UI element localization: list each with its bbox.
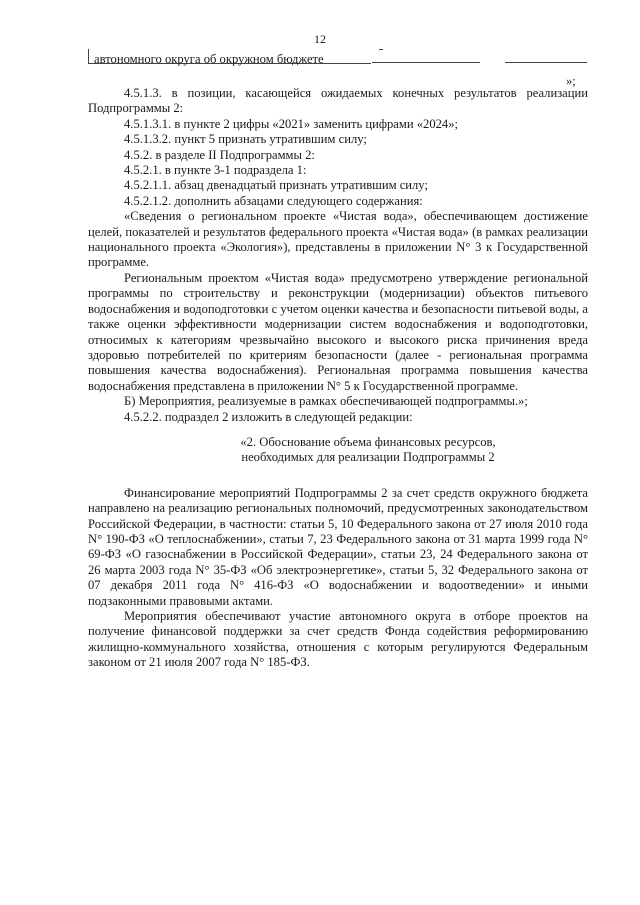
paragraph: Мероприятия обеспечивают участие автономного округа в отборе проектов на получение финансовой поддержки за счет средств Фонда содействия реформированию жилищно-коммунального хозяйства, отношения с которым регулируются Федеральным законом от 21 июля 2007 года N° 185-ФЗ. [88,609,588,670]
document-body [88,86,588,671]
header-text: автономного округа об окружном бюджете [94,52,324,66]
section-title: необходимых для реализации Подпрограммы 2 [241,450,495,465]
header-dash [379,49,383,50]
paragraph: Б) Мероприятия, реализуемые в рамках обеспечивающей подпрограммы.»; [124,394,528,409]
header-underline [372,62,480,63]
paragraph: 4.5.1.3. в позиции, касающейся ожидаемых конечных результатов реализации Подпрограммы 2: [88,86,588,116]
quote-close-mark: »; [566,74,576,88]
paragraph: 4.5.2.1.2. дополнить абзацами следующего содержания: [124,193,423,208]
paragraph: 4.5.2. в разделе II Подпрограммы 2: [124,147,315,162]
section-title: «2. Обоснование объема финансовых ресурсов, [240,434,496,449]
paragraph: 4.5.2.1. в пункте 3-1 подраздела 1: [124,163,307,178]
paragraph: Региональным проектом «Чистая вода» предусмотрено утверждение региональной программы по строительству и реконструкции (модернизации) объектов питьевого водоснабжения и водоподготовки с учетом оценки качества и безопасности питьевой воды, а также оценки эффективности модернизации систем водоснабжения и водоподготовки, относимых к категориям чрезвычайно высокого и высокого риска причинения вреда здоровью потребителей по критериям безопасности (далее - региональная программа повышения качества водоснабжения). Региональная программа повышения качества водоснабжения представлена в приложении N° 5 к Государственной программе. [88,270,588,393]
paragraph: 4.5.1.3.2. пункт 5 признать утратившим силу; [124,132,367,147]
paragraph: 4.5.2.2. подраздел 2 изложить в следующей редакции: [124,409,413,424]
paragraph: 4.5.1.3.1. в пункте 2 цифры «2021» заменить цифрами «2024»; [124,116,459,131]
page-number: 12 [314,32,326,46]
paragraph: «Сведения о региональном проекте «Чистая вода», обеспечивающем достижение целей, показателей и результатов федерального проекта «Чистая вода» (в рамках реализации национального проекта «Экология»), представлены в приложении N° 3 к Государственной программе. [88,209,588,270]
header-underline [505,62,587,63]
paragraph: 4.5.2.1.1. абзац двенадцатый признать утратившим силу; [124,178,428,193]
paragraph: Финансирование мероприятий Подпрограммы 2 за счет средств окружного бюджета направлено на реализацию региональных полномочий, предусмотренных законодательством Российской Федерации, в частности: статьи 5, 10 Федерального закона от 27 июля 2010 года N° 190-ФЗ «О теплоснабжении», статьи 7, 23 Федерального закона от 31 марта 1999 года N° 69-ФЗ «О газоснабжении в Российской Федерации», статьи 23, 24 Федерального закона от 26 марта 2003 года N° 35-ФЗ «Об электроэнергетике», статьи 5, 32 Федерального закона от 07 декабря 2011 года N° 416-ФЗ «О водоснабжении и водоотведении» и иными подзаконными правовыми актами. [88,485,588,608]
